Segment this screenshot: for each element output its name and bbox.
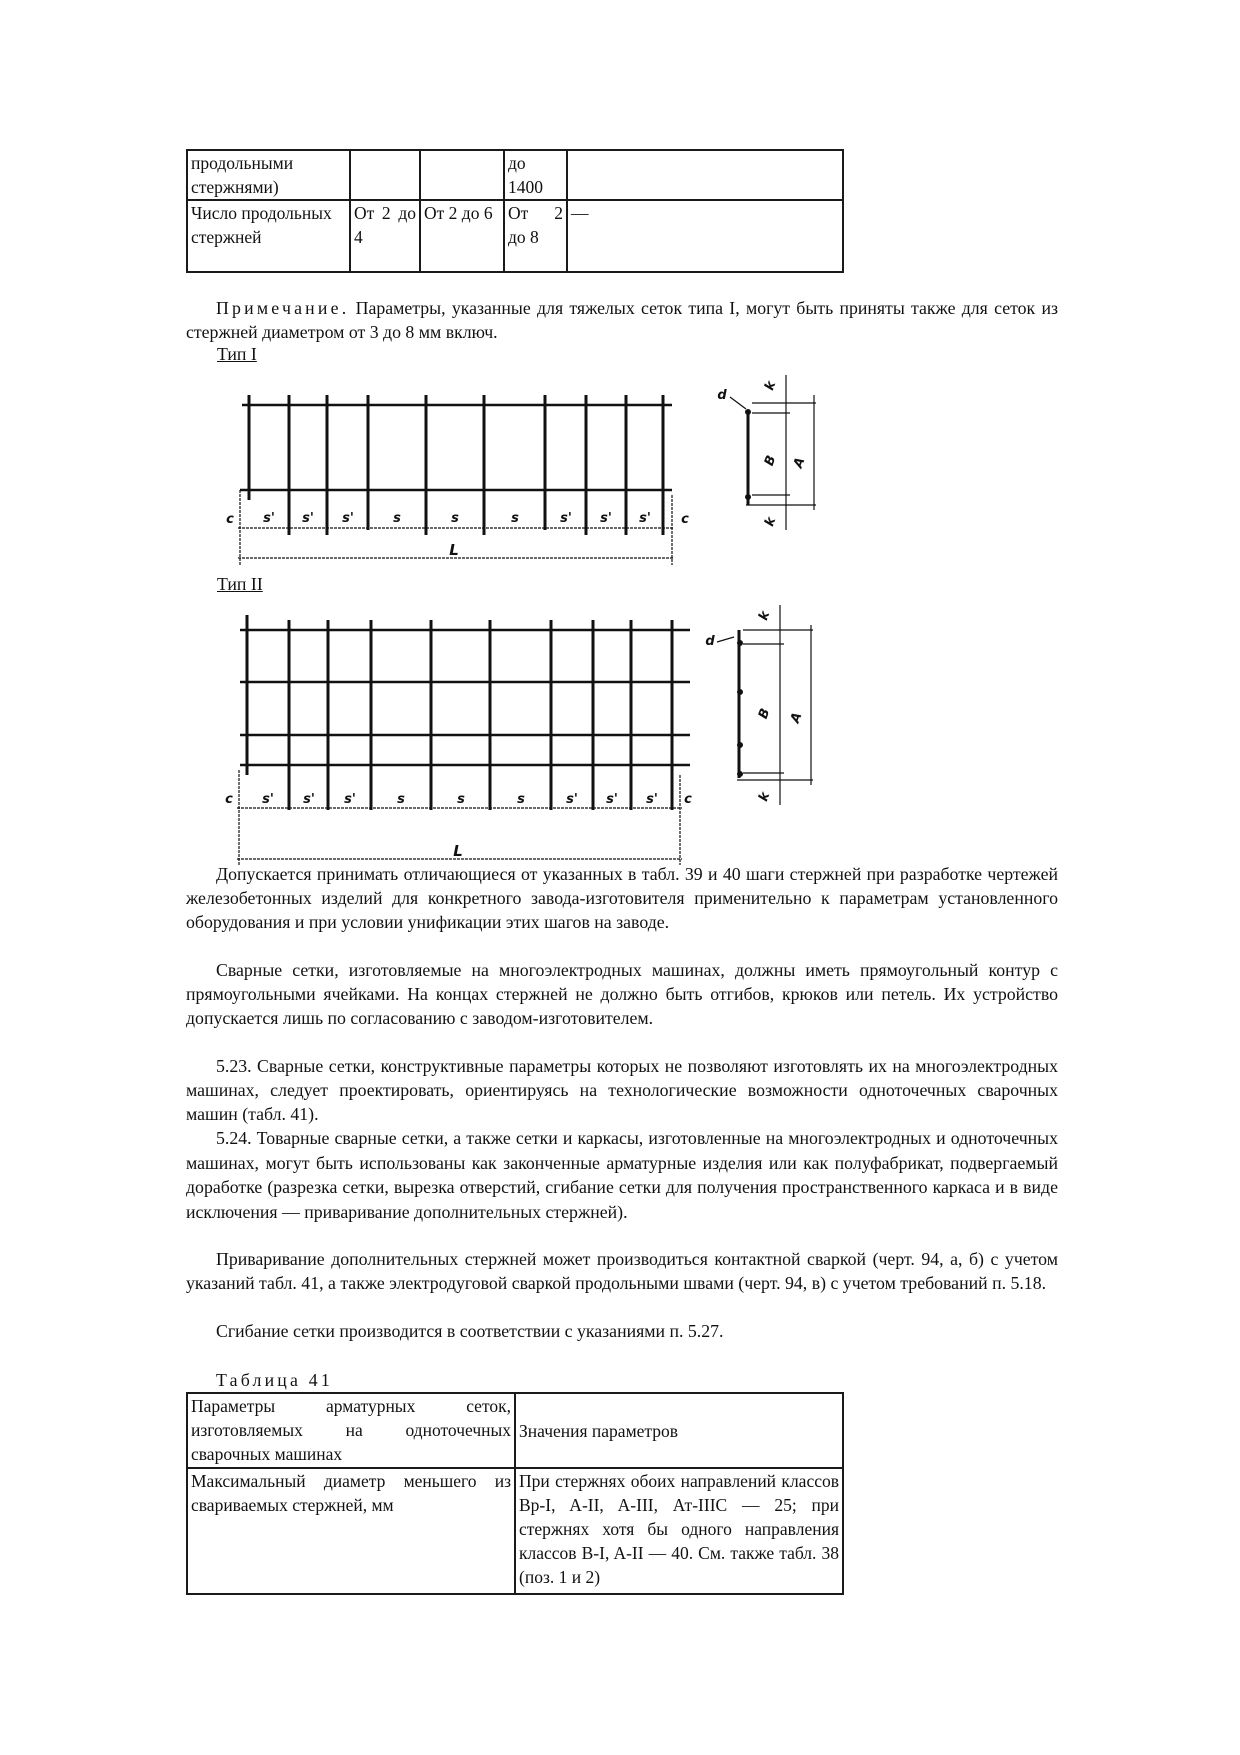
paragraph: Сгибание сетки производится в соответствии с указаниями п. 5.27. <box>216 1321 724 1341</box>
dim-label: s' <box>560 511 572 526</box>
dim-label: s' <box>566 792 578 807</box>
note-paragraph <box>186 296 1058 344</box>
table-cell: От 2 до 6 <box>420 200 504 272</box>
dim-label-length: L <box>453 842 463 860</box>
dim-label: s <box>451 511 459 526</box>
section-label-k: k <box>756 790 774 804</box>
dim-label: s <box>517 792 525 807</box>
table-41 <box>186 1392 844 1595</box>
table-row <box>187 200 843 272</box>
paragraph: Допускается принимать отличающиеся от указанных в табл. 39 и 40 шаги стержней при разработке чертежей железобетонных изделий для конкретного завода-изготовителя применительно к параметрам установленного оборудования и при условии унификации этих шагов на заводе. <box>186 864 1058 932</box>
table-cell: до 1400 <box>504 150 567 200</box>
note-label: Примечание. <box>216 298 350 318</box>
table-cell <box>567 150 843 200</box>
paragraph: Приваривание дополнительных стержней может производиться контактной сваркой (черт. 94, а, б) с учетом указаний табл. 41, а также электродуговой сваркой продольными швами (черт. 94, в) с учетом требований п. 5.18. <box>186 1249 1058 1293</box>
dim-label: s' <box>262 792 274 807</box>
dim-label-length: L <box>449 541 459 559</box>
dim-label: s' <box>600 511 612 526</box>
section-label-d: d <box>717 388 727 403</box>
dim-label: s' <box>344 792 356 807</box>
dim-label: s' <box>646 792 658 807</box>
dim-label-c: c <box>681 512 689 527</box>
dim-label: s' <box>263 511 275 526</box>
table-row <box>187 1468 843 1594</box>
note-text: Параметры, указанные для тяжелых сеток типа I, могут быть приняты также для сеток из стержней диаметром от 3 до 8 мм включ. <box>186 298 1058 342</box>
section-label-A: A <box>787 710 806 726</box>
paragraph-5-24: 5.24. Товарные сварные сетки, а также сетки и каркасы, изготовленные на многоэлектродных и одноточечных машинах, могут быть использованы как законченные арматурные изделия или как полуфабрикат, подвергаемый доработке (разрезка сетки, вырезка отверстий, сгибание сетки для получения пространственного каркаса и в виде исключения — приваривание дополнительных стержней). <box>186 1128 1058 1222</box>
dim-label-c: c <box>684 792 692 807</box>
dim-label: s <box>397 792 405 807</box>
table-header-row <box>187 1393 843 1468</box>
section-label-k: k <box>756 609 774 623</box>
table-header-cell: Параметры арматурных сеток, изготовляемых на одноточечных сварочных машинах <box>187 1393 515 1468</box>
dim-label: s <box>511 511 519 526</box>
section-label-A: A <box>790 455 809 471</box>
dim-label: s <box>393 511 401 526</box>
dim-label-c: c <box>225 792 233 807</box>
table-top-continuation <box>186 149 844 273</box>
table-row <box>187 150 843 200</box>
table-cell: От 2 до 4 <box>350 200 420 272</box>
table-cell <box>420 150 504 200</box>
table-cell: Число продольных стержней <box>187 200 350 272</box>
figure-label-type1: Тип I <box>217 344 257 364</box>
paragraph: Сварные сетки, изготовляемые на многоэлектродных машинах, должны иметь прямоугольный контур с прямоугольными ячейками. На концах стержней не должно быть отгибов, крюков или петель. Их устройство допускается лишь по согласованию с заводом-изготовителем. <box>186 960 1058 1028</box>
section-label-d: d <box>705 634 715 649</box>
section-drawing-type1 <box>690 365 830 535</box>
section-label-k: k <box>762 515 780 529</box>
section-label-B: B <box>761 453 780 469</box>
table-header-cell: Значения параметров <box>515 1393 843 1468</box>
dim-label: s' <box>303 792 315 807</box>
section-label-k: k <box>762 379 780 393</box>
dim-label: s' <box>639 511 651 526</box>
table41-caption: Таблица 41 <box>216 1370 333 1390</box>
table-cell: — <box>567 200 843 272</box>
dim-label: s' <box>606 792 618 807</box>
paragraph-5-23: 5.23. Сварные сетки, конструктивные параметры которых не позволяют изготовлять их на многоэлектродных машинах, следует проектировать, ориентируясь на технологические возможности одноточечных сварочных машин (табл. 41). <box>186 1056 1058 1124</box>
mesh-drawing-type1 <box>220 375 700 575</box>
mesh-drawing-type2 <box>220 610 700 870</box>
dim-label: s' <box>342 511 354 526</box>
table-cell: При стержнях обоих направлений классов Вр-I, A-II, A-III, Ат-IIIС — 25; при стержнях хотя бы одного направления классов В-I, A-II — 40. См. также табл. 38 (поз. 1 и 2) <box>515 1468 843 1594</box>
dim-label: s' <box>302 511 314 526</box>
section-drawing-type2 <box>680 595 830 815</box>
table-cell <box>350 150 420 200</box>
table-cell: Максимальный диаметр меньшего из свариваемых стержней, мм <box>187 1468 515 1594</box>
dim-label-c: c <box>226 512 234 527</box>
figure-label-type2: Тип II <box>217 574 263 594</box>
table-cell: От 2 до 8 <box>504 200 567 272</box>
dim-label: s <box>457 792 465 807</box>
table-cell: продольными стержнями) <box>187 150 350 200</box>
section-label-B: B <box>755 706 774 722</box>
